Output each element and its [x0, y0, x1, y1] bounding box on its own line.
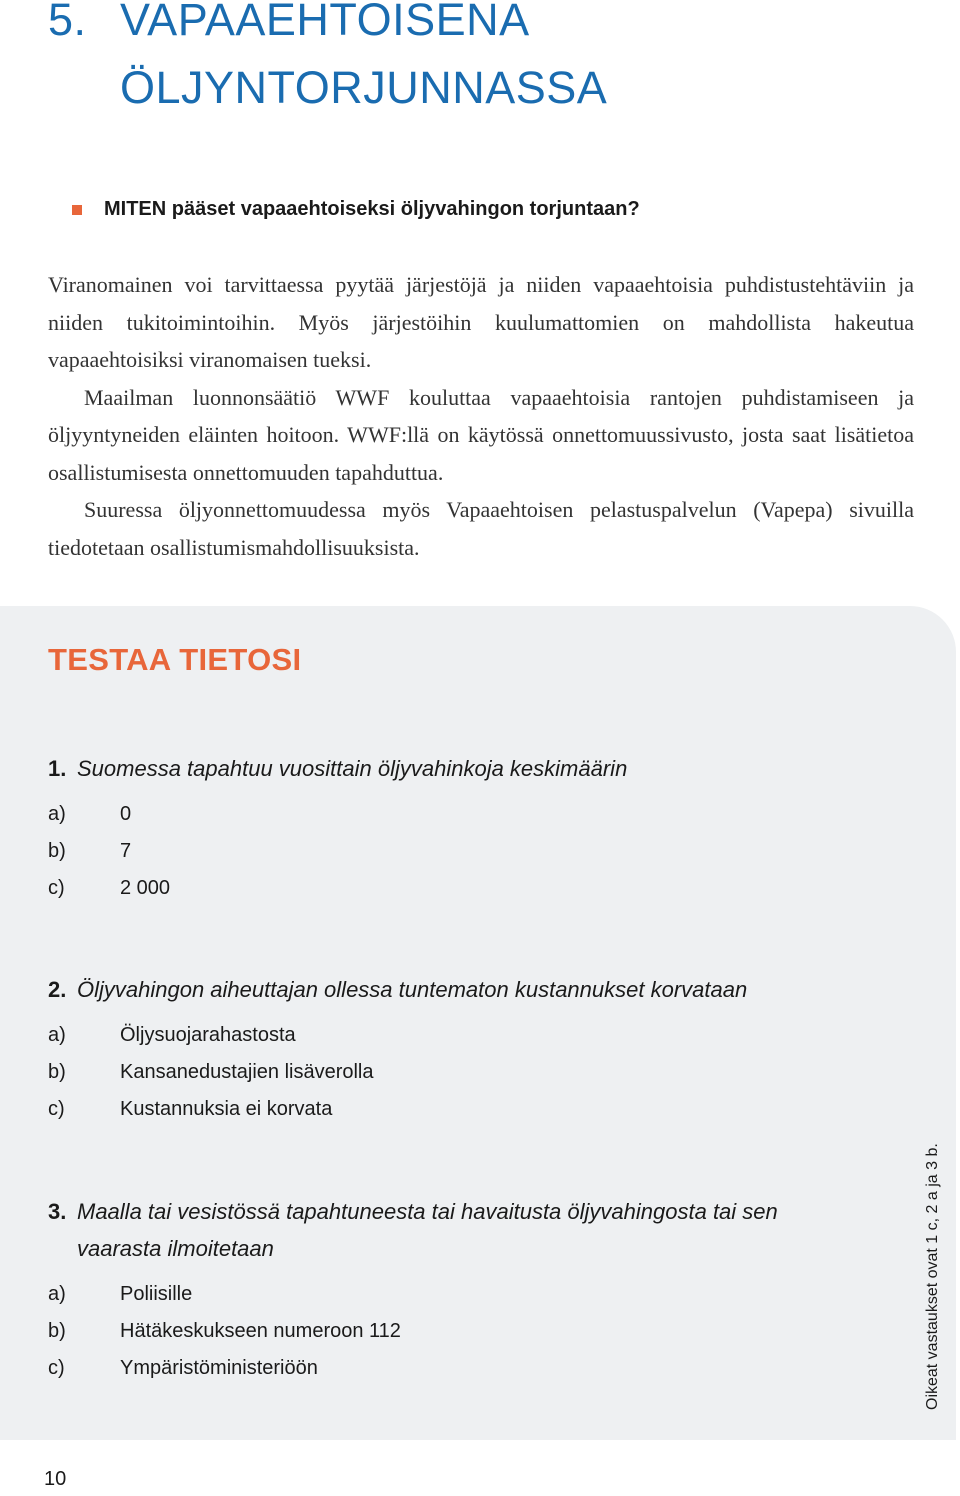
option-text: 7 — [120, 840, 132, 862]
quiz-option[interactable] — [48, 1054, 374, 1091]
quiz-option[interactable] — [48, 1313, 401, 1350]
question-text: Öljyvahingon aiheuttajan ollessa tuntematon kustannukset korvataan — [77, 977, 748, 1002]
section-subheading — [72, 198, 640, 221]
option-text: Poliisille — [120, 1283, 193, 1305]
quiz-options-3 — [48, 1276, 401, 1387]
option-label: a) — [48, 1283, 66, 1305]
chapter-title-line-1: VAPAAEHTOISENA — [120, 0, 530, 45]
quiz-option[interactable] — [48, 870, 170, 907]
option-label: c) — [48, 1098, 65, 1120]
quiz-option[interactable] — [48, 1017, 374, 1054]
question-number: 1. — [48, 756, 67, 781]
option-label: a) — [48, 1024, 66, 1046]
question-number: 3. — [48, 1199, 67, 1224]
quiz-option[interactable] — [48, 796, 170, 833]
quiz-title: TESTAA TIETOSI — [48, 642, 302, 677]
option-label: b) — [48, 1320, 66, 1342]
quiz-question-2 — [48, 971, 848, 1008]
option-text: Kustannuksia ei korvata — [120, 1098, 333, 1120]
question-text: Maalla tai vesistössä tapahtuneesta tai havaitusta öljyvahingosta tai sen vaarasta ilmoitetaan — [77, 1199, 778, 1261]
chapter-title — [48, 0, 607, 122]
quiz-option[interactable] — [48, 1091, 374, 1128]
option-text: 0 — [120, 803, 132, 825]
option-text: Ympäristöministeriöön — [120, 1357, 318, 1379]
question-text: Suomessa tapahtuu vuosittain öljyvahinkoja keskimäärin — [77, 756, 628, 781]
subheading-text: MITEN pääset vapaaehtoiseksi öljyvahingon torjuntaan? — [104, 198, 640, 220]
paragraph: Maailman luonnonsäätiö WWF kouluttaa vapaaehtoisia rantojen puhdistamiseen ja öljyyntyneiden eläinten hoitoon. WWF:llä on käytössä onnettomuussivusto, josta saat lisätietoa osallistumisesta onnettomuuden tapahduttua. — [48, 384, 914, 485]
chapter-title-line-2: ÖLJYNTORJUNNASSA — [120, 62, 608, 113]
chapter-number: 5. — [48, 0, 87, 45]
question-number: 2. — [48, 977, 67, 1002]
page-number: 10 — [44, 1468, 67, 1490]
option-label: c) — [48, 1357, 65, 1379]
quiz-options-1 — [48, 796, 170, 907]
option-text: Öljysuojarahastosta — [120, 1024, 296, 1046]
paragraph: Viranomainen voi tarvittaessa pyytää järjestöjä ja niiden vapaaehtoisia puhdistustehtäviin ja niiden tukitoimintoihin. Myös järjestöihin kuulumattomien on mahdollista hakeutua vapaaehtoisiksi viranomaisen tueksi. — [48, 272, 914, 372]
square-bullet-icon — [72, 205, 82, 215]
answers-note: Oikeat vastaukset ovat 1 c, 2 a ja 3 b. — [924, 1143, 941, 1410]
quiz-question-3 — [48, 1193, 788, 1267]
option-label: b) — [48, 840, 66, 862]
quiz-option[interactable] — [48, 1276, 401, 1313]
quiz-option[interactable] — [48, 1350, 401, 1387]
option-text: Hätäkeskukseen numeroon 112 — [120, 1320, 401, 1342]
option-label: a) — [48, 803, 66, 825]
body-text — [48, 266, 914, 566]
option-text: Kansanedustajien lisäverolla — [120, 1061, 374, 1083]
option-label: c) — [48, 877, 65, 899]
paragraph: Suuressa öljyonnettomuudessa myös Vapaaehtoisen pelastuspalvelun (Vapepa) sivuilla tiedotetaan osallistumismahdollisuuksista. — [48, 497, 914, 560]
option-text: 2 000 — [120, 877, 171, 899]
quiz-question-1 — [48, 750, 808, 787]
option-label: b) — [48, 1061, 66, 1083]
quiz-option[interactable] — [48, 833, 170, 870]
quiz-options-2 — [48, 1017, 374, 1128]
